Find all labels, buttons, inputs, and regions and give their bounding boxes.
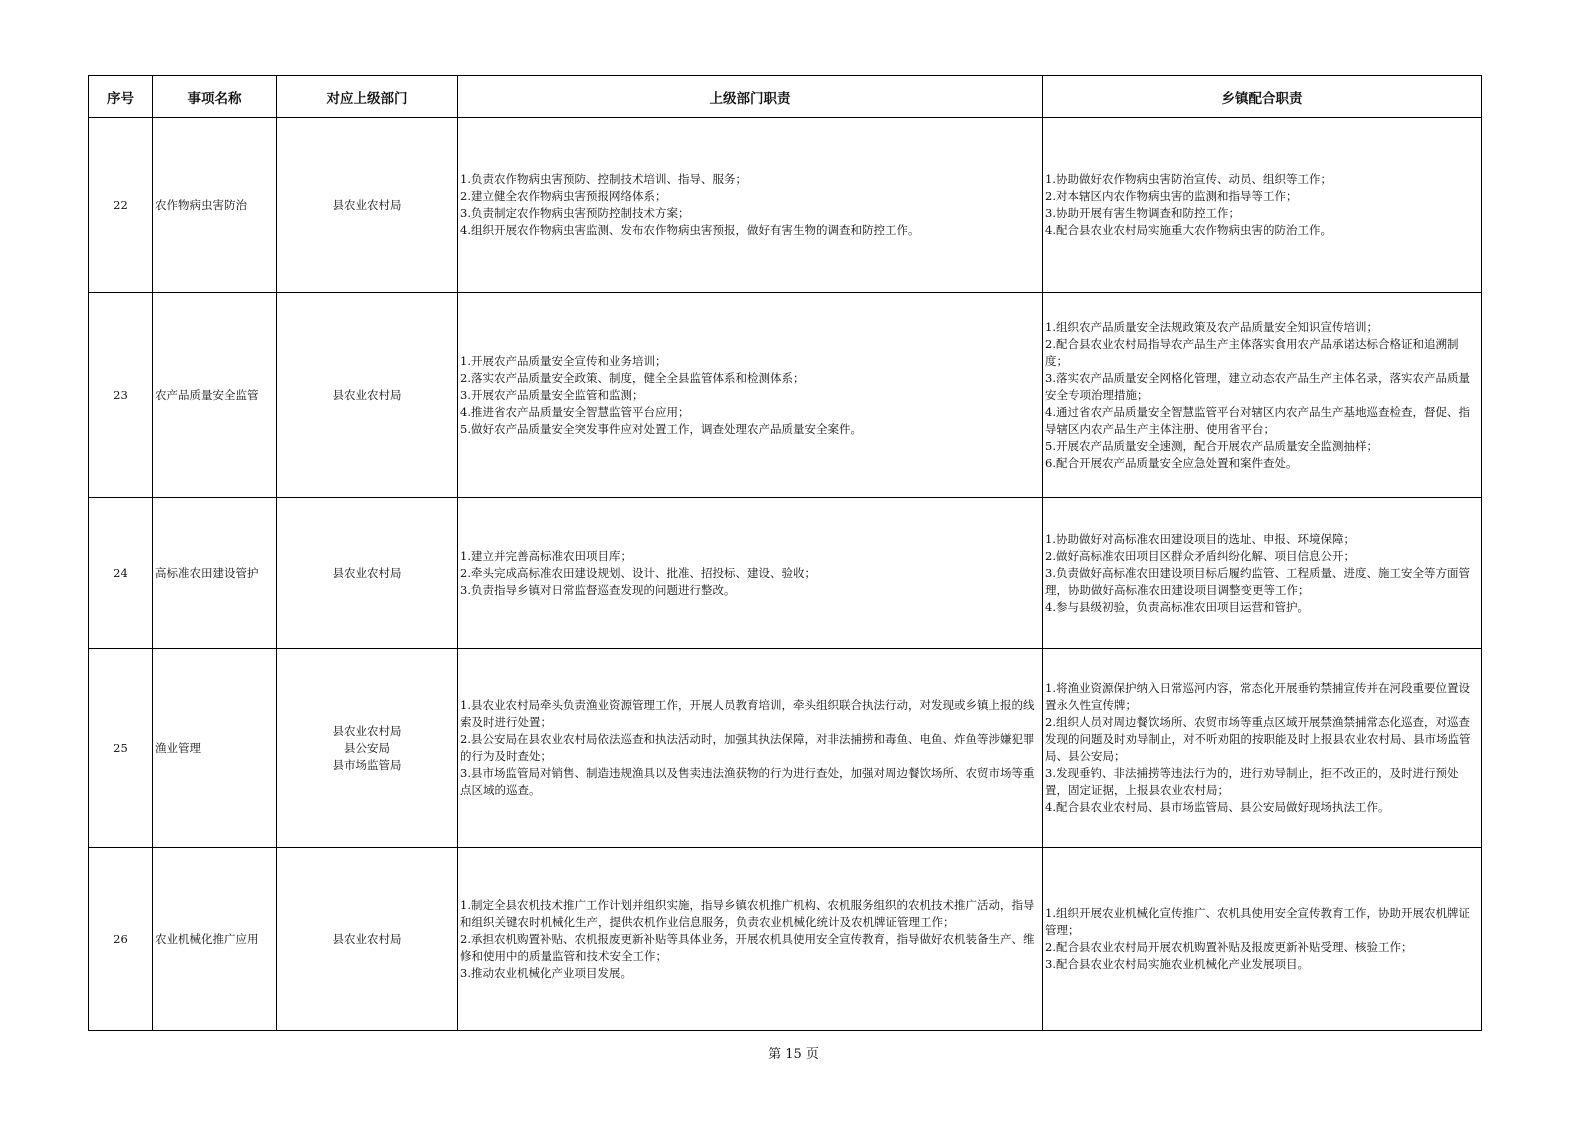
town-duty-item: 2.配合县农业农村局开展农机购置补贴及报废更新补贴受理、核验工作； — [1045, 940, 1413, 954]
cell-no: 26 — [89, 848, 153, 1031]
upper-duty-item: 1.建立并完善高标准农田项目库； — [460, 548, 632, 563]
town-duty-item: 3.发现垂钓、非法捕捞等违法行为的，进行劝导制止，拒不改正的，及时进行预处置，固定证据，上报县农业农村局； — [1045, 766, 1459, 797]
cell-no: 23 — [89, 293, 153, 498]
upper-duty-item: 3.推动农业机械化产业项目发展。 — [460, 965, 632, 980]
cell-town-duties — [1043, 118, 1482, 293]
upper-duty-item: 3.负责制定农作物病虫害预防控制技术方案； — [460, 206, 690, 220]
dept-line: 县农业农村局 — [332, 565, 402, 580]
cell-upper-duties — [458, 118, 1043, 293]
header-row — [89, 76, 1482, 118]
town-duty-item: 3.落实农产品质量安全网格化管理，建立动态农产品生产主体名录，落实农产品质量安全专项治理措施； — [1045, 370, 1470, 402]
cell-dept — [277, 848, 458, 1031]
header-town-duties: 乡镇配合职责 — [1043, 76, 1482, 118]
cell-name: 农产品质量安全监管 — [153, 293, 277, 498]
town-duty-item: 1.组织农产品质量安全法规政策及农产品质量安全知识宣传培训； — [1045, 319, 1378, 334]
cell-name: 渔业管理 — [153, 649, 277, 848]
dept-line: 县农业农村局 — [332, 387, 402, 402]
header-upper-duties: 上级部门职责 — [458, 76, 1043, 118]
upper-duty-item: 3.县市场监管局对销售、制造违规渔具以及售卖违法渔获物的行为进行查处，加强对周边餐饮场所、农贸市场等重点区域的巡查。 — [460, 766, 1035, 797]
town-duty-item: 3.协助开展有害生物调查和防控工作； — [1045, 206, 1240, 220]
cell-name: 农业机械化推广应用 — [153, 848, 277, 1031]
town-duty-item: 2.组织人员对周边餐饮场所、农贸市场等重点区域开展禁渔禁捕常态化巡查，对巡查发现的问题及时劝导制止，对不听劝阻的按职能及时上报县农业农村局、县市场监管局、县公安局； — [1045, 715, 1471, 763]
dept-line: 县农业农村局 — [332, 931, 402, 946]
upper-duty-item: 4.推进省农产品质量安全智慧监管平台应用； — [460, 404, 690, 419]
upper-duty-item: 1.县农业农村局牵头负责渔业资源管理工作，开展人员教育培训，牵头组织联合执法行动，对发现或乡镇上报的线索及时进行处置； — [460, 698, 1035, 729]
table-row — [89, 118, 1482, 293]
town-duty-item: 3.负责做好高标准农田建设项目标后履约监管、工程质量、进度、施工安全等方面管理，协助做好高标准农田建设项目调整变更等工作； — [1045, 565, 1470, 597]
duty-table — [88, 75, 1482, 1031]
town-duty-item: 3.配合县农业农村局实施农业机械化产业发展项目。 — [1045, 957, 1309, 971]
cell-town-duties — [1043, 649, 1482, 848]
cell-town-duties — [1043, 498, 1482, 649]
town-duty-item: 1.将渔业资源保护纳入日常巡河内容，常态化开展垂钓禁捕宣传并在河段重要位置设置永久性宣传牌； — [1045, 681, 1470, 712]
town-duty-item: 4.配合县农业农村局、县市场监管局、县公安局做好现场执法工作。 — [1045, 800, 1390, 814]
dept-line: 县公安局 — [344, 740, 390, 755]
town-duty-item: 4.参与县级初验，负责高标准农田项目运营和管护。 — [1045, 599, 1309, 614]
upper-duty-item: 4.组织开展农作物病虫害监测、发布农作物病虫害预报，做好有害生物的调查和防控工作。 — [460, 223, 920, 237]
upper-duty-item: 2.建立健全农作物病虫害预报网络体系； — [460, 189, 667, 203]
upper-duty-item: 3.负责指导乡镇对日常监督巡查发现的问题进行整改。 — [460, 582, 736, 597]
cell-upper-duties — [458, 293, 1043, 498]
table-row — [89, 293, 1482, 498]
town-duty-item: 4.通过省农产品质量安全智慧监管平台对辖区内农产品生产基地巡查检查，督促、指导辖区内农产品生产主体注册、使用省平台； — [1045, 404, 1470, 436]
cell-upper-duties — [458, 498, 1043, 649]
town-duty-item: 2.配合县农业农村局指导农产品生产主体落实食用农产品承诺达标合格证和追溯制度； — [1045, 336, 1459, 368]
cell-no: 25 — [89, 649, 153, 848]
upper-duty-item: 2.县公安局在县农业农村局依法巡查和执法活动时，加强其执法保障，对非法捕捞和毒鱼、电鱼、炸鱼等涉嫌犯罪的行为及时查处； — [460, 732, 1035, 763]
upper-duty-item: 2.承担农机购置补贴、农机报废更新补贴等具体业务，开展农机具使用安全宣传教育，指导做好农机装备生产、维修和使用中的质量监管和技术安全工作； — [460, 931, 1035, 963]
town-duty-item: 4.配合县农业农村局实施重大农作物病虫害的防治工作。 — [1045, 223, 1332, 237]
upper-duty-item: 2.落实农产品质量安全政策、制度，健全全县监管体系和检测体系； — [460, 370, 805, 385]
cell-name: 高标准农田建设管护 — [153, 498, 277, 649]
page-number: 第 15 页 — [768, 1047, 819, 1062]
town-duty-item: 1.组织开展农业机械化宣传推广、农机具使用安全宣传教育工作，协助开展农机牌证管理； — [1045, 906, 1470, 937]
town-duty-item: 1.协助做好农作物病虫害防治宣传、动员、组织等工作； — [1045, 172, 1332, 186]
header-no: 序号 — [89, 76, 153, 118]
cell-name: 农作物病虫害防治 — [153, 118, 277, 293]
cell-upper-duties — [458, 848, 1043, 1031]
table-row — [89, 848, 1482, 1031]
table-row — [89, 498, 1482, 649]
upper-duty-item: 5.做好农产品质量安全突发事件应对处置工作，调查处理农产品质量安全案件。 — [460, 421, 862, 436]
header-dept: 对应上级部门 — [277, 76, 458, 118]
cell-no: 24 — [89, 498, 153, 649]
cell-no: 22 — [89, 118, 153, 293]
town-duty-item: 1.协助做好对高标准农田建设项目的选址、申报、环境保障； — [1045, 531, 1355, 546]
upper-duty-item: 1.负责农作物病虫害预防、控制技术培训、指导、服务； — [460, 172, 747, 186]
dept-line: 县农业农村局 — [332, 197, 402, 212]
cell-town-duties — [1043, 848, 1482, 1031]
cell-dept — [277, 498, 458, 649]
town-duty-item: 2.对本辖区内农作物病虫害的监测和指导等工作； — [1045, 189, 1298, 203]
cell-upper-duties — [458, 649, 1043, 848]
upper-duty-item: 1.制定全县农机技术推广工作计划并组织实施，指导乡镇农机推广机构、农机服务组织的农机技术推广活动，指导和组织关键农时机械化生产，提供农机作业信息服务，负责农业机械化统计及农机牌证管理工作； — [460, 897, 1035, 929]
table-row — [89, 649, 1482, 848]
dept-line: 县市场监管局 — [332, 757, 402, 772]
upper-duty-item: 1.开展农产品质量安全宣传和业务培训； — [460, 353, 667, 368]
town-duty-item: 2.做好高标准农田项目区群众矛盾纠纷化解、项目信息公开； — [1045, 548, 1355, 563]
upper-duty-item: 2.牵头完成高标准农田建设规划、设计、批准、招投标、建设、验收； — [460, 565, 816, 580]
town-duty-item: 6.配合开展农产品质量安全应急处置和案件查处。 — [1045, 455, 1298, 470]
cell-dept — [277, 118, 458, 293]
upper-duty-item: 3.开展农产品质量安全监管和监测； — [460, 387, 644, 402]
cell-dept — [277, 293, 458, 498]
header-name: 事项名称 — [153, 76, 277, 118]
cell-dept — [277, 649, 458, 848]
dept-line: 县农业农村局 — [332, 723, 402, 738]
town-duty-item: 5.开展农产品质量安全速测，配合开展农产品质量安全监测抽样； — [1045, 438, 1378, 453]
cell-town-duties — [1043, 293, 1482, 498]
